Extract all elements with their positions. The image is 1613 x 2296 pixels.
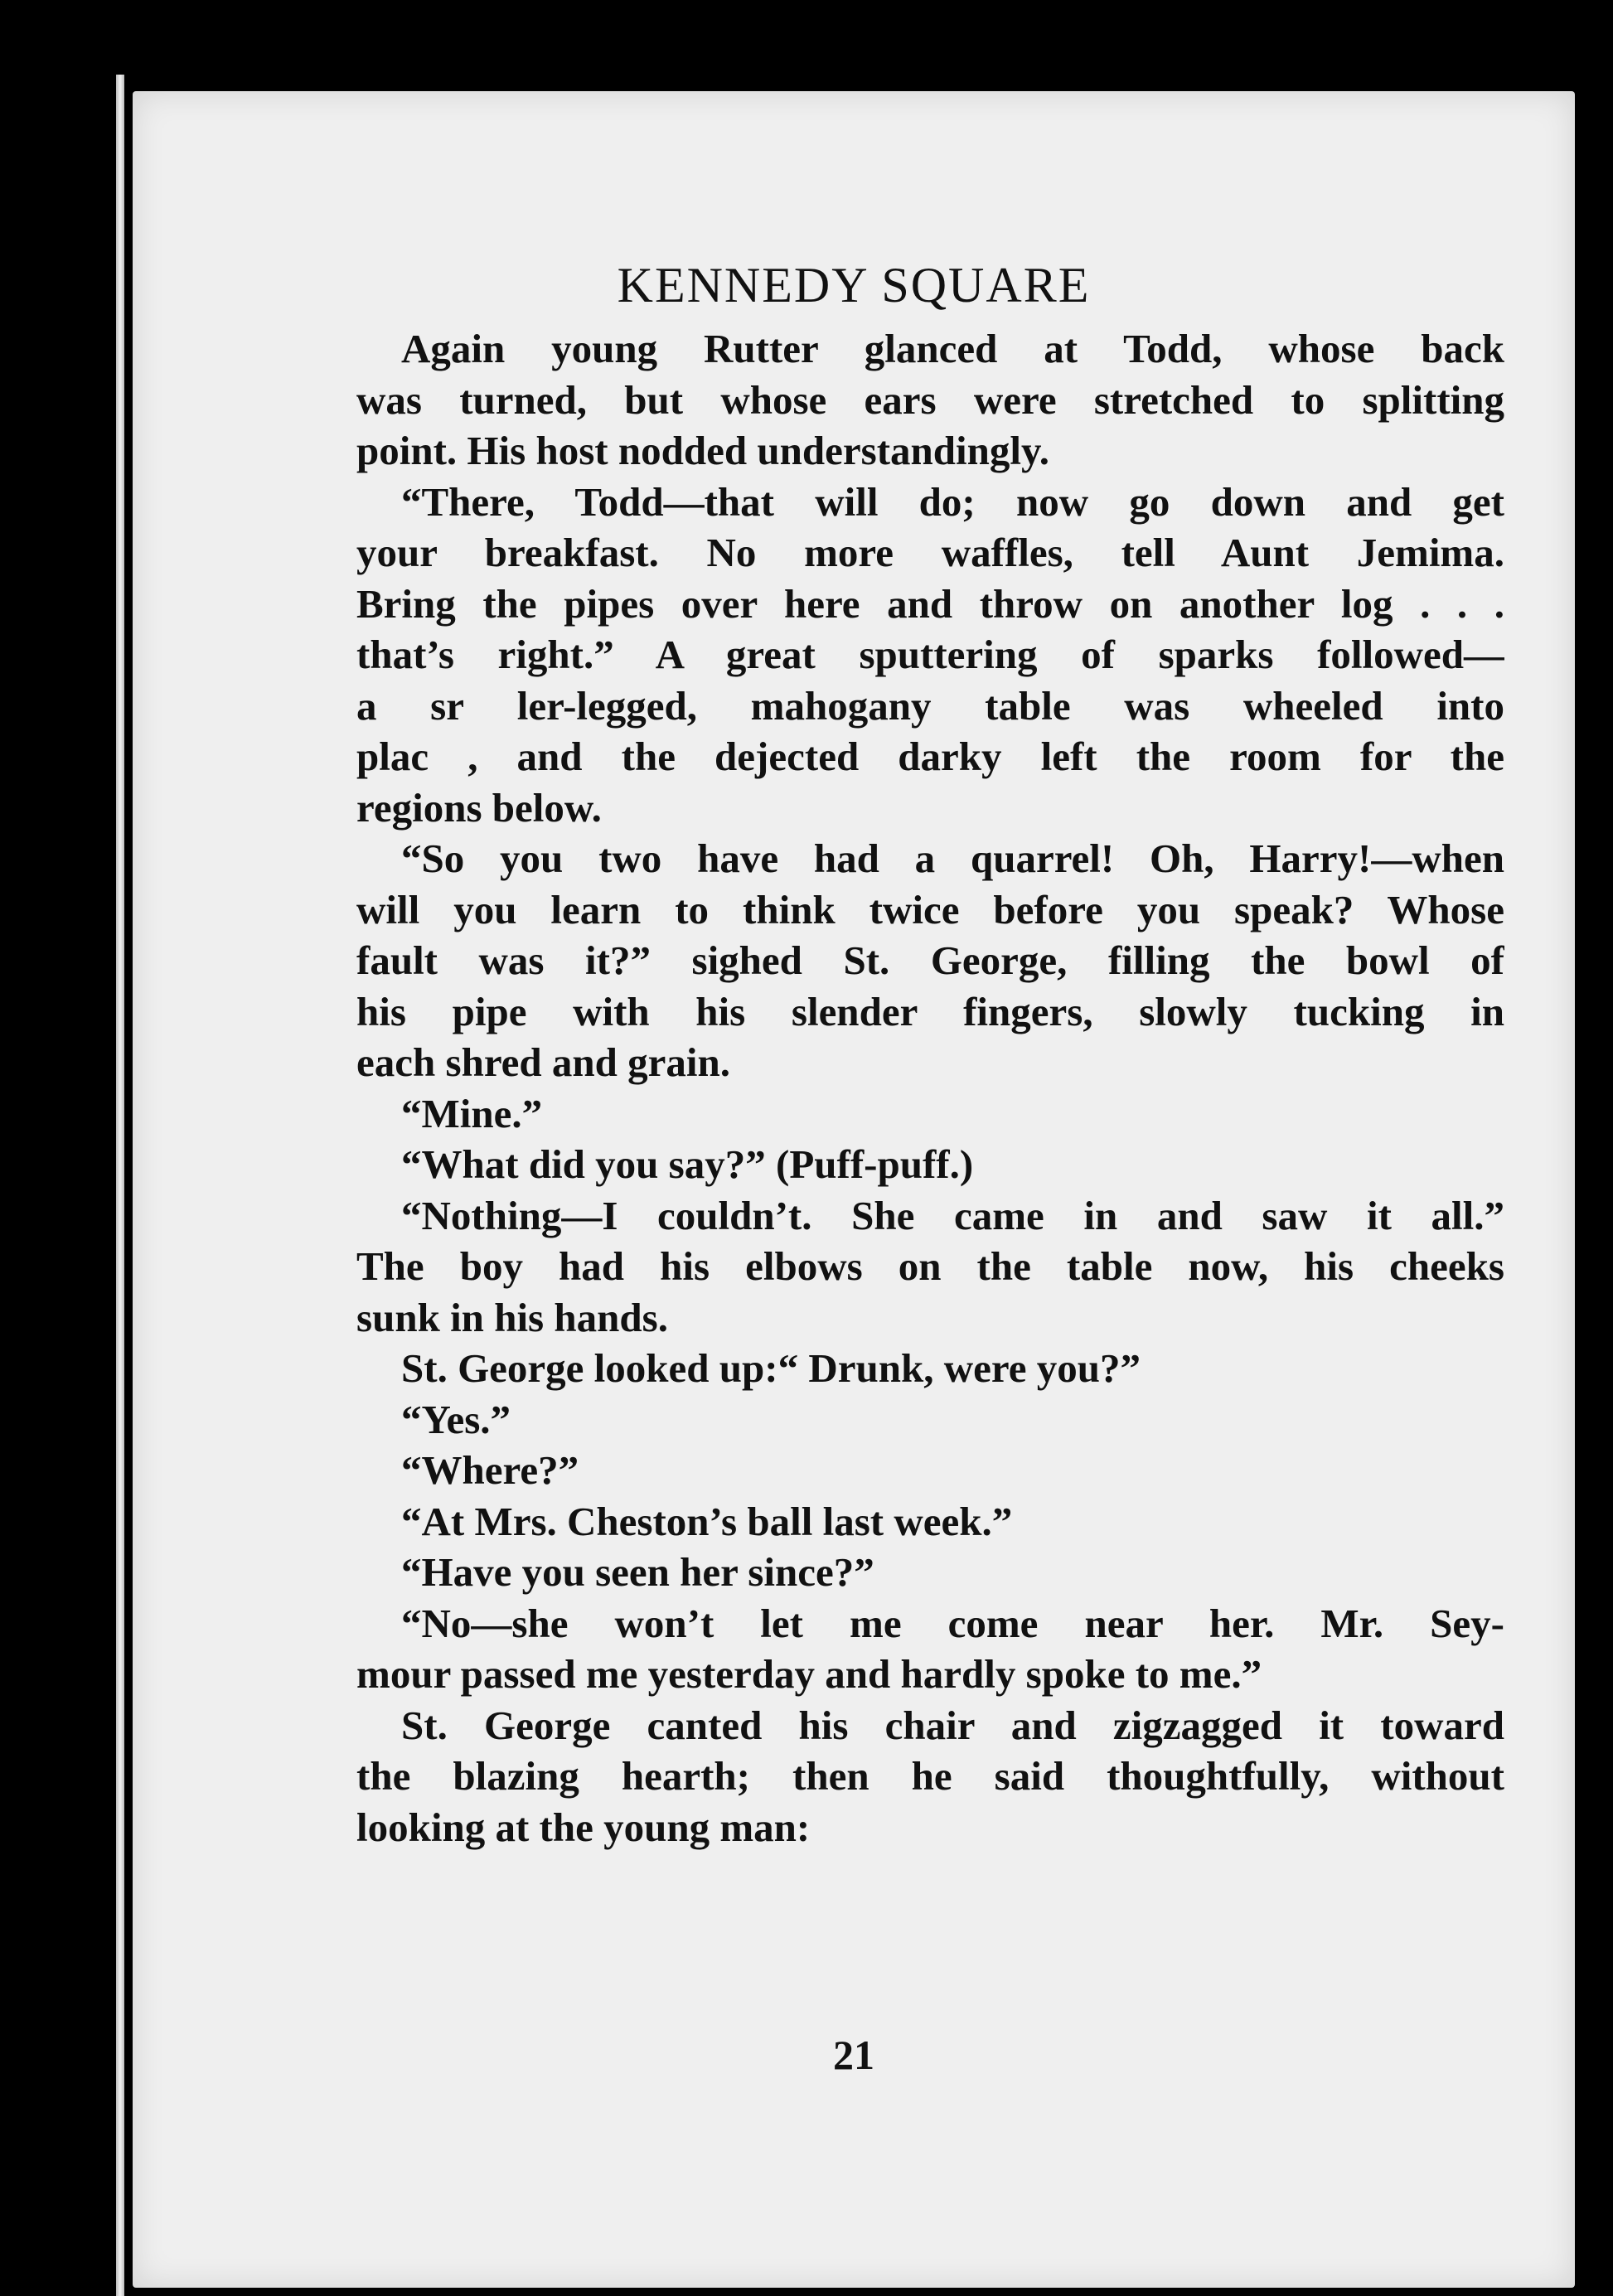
book-page [133,91,1575,2288]
text-line: will you learn to think twice before you speak? Whose [356,886,1504,932]
page-number: 21 [833,2032,874,2078]
text-line: St. George canted his chair and zigzagged it toward [401,1702,1504,1748]
text-line: a sr ler-legged, mahogany table was wheeled into [356,682,1504,729]
text-line: was turned, but whose ears were stretched to splitting [356,376,1504,423]
body-text [356,323,1504,1853]
text-line: “Yes.” [401,1396,511,1442]
text-line: regions below. [356,784,602,831]
book-spine [116,75,124,2296]
running-head: KENNEDY SQUARE [617,258,1091,312]
text-line: “Mine.” [401,1090,543,1136]
text-line: “What did you say?” (Puff-puff.) [401,1141,974,1187]
text-line: “There, Todd—that will do; now go down and get [401,478,1504,525]
text-line: each shred and grain. [356,1039,731,1085]
text-line: his pipe with his slender fingers, slowly tucking in [356,988,1504,1034]
text-line: your breakfast. No more waffles, tell Aunt Jemima. [356,530,1504,575]
text-line: “At Mrs. Cheston’s ball last week.” [401,1498,1013,1544]
text-line: “Where?” [401,1447,579,1493]
text-line: that’s right.” A great sputtering of sparks followed— [356,632,1504,677]
text-line: “No—she won’t let me come near her. Mr. Sey- [401,1600,1504,1646]
text-line: St. George looked up:“ Drunk, were you?” [401,1345,1141,1391]
text-line: the blazing hearth; then he said thoughtfully, without [356,1753,1504,1799]
text-line: “So you two have had a quarrel! Oh, Harry!—when [401,836,1504,881]
text-line: “Nothing—I couldn’t. She came in and saw it all.” [401,1192,1504,1238]
text-line: The boy had his elbows on the table now, his cheeks [356,1243,1504,1289]
text-line: sunk in his hands. [356,1294,668,1340]
text-line: fault was it?” sighed St. George, filling the bowl of [356,937,1504,983]
text-line: Again young Rutter glanced at Todd, whose back [401,326,1504,371]
text-line: point. His host nodded understandingly. [356,428,1050,473]
text-line: “Have you seen her since?” [401,1549,874,1595]
text-line: plac , and the dejected darky left the room for the [356,734,1504,779]
text-line: looking at the young man: [356,1804,811,1850]
text-line: mour passed me yesterday and hardly spoke to me.” [356,1651,1262,1697]
text-line: Bring the pipes over here and throw on another log . . . [356,580,1504,627]
